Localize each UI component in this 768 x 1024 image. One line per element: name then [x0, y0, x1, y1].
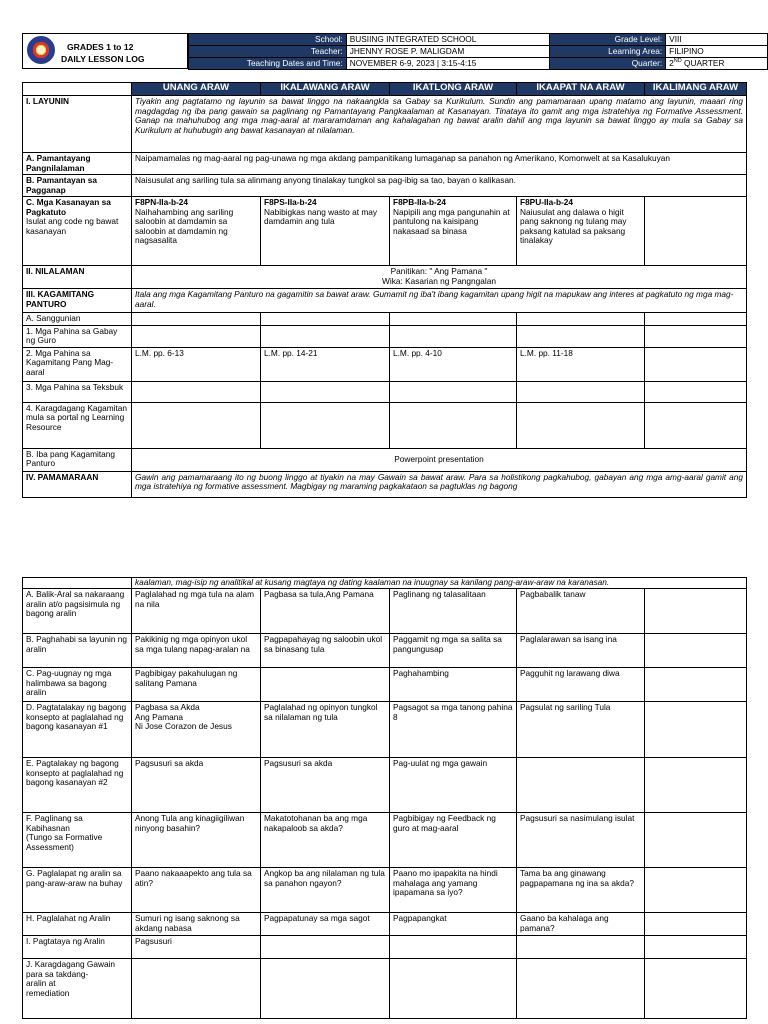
- cell: [517, 936, 645, 959]
- cell: Paglinang ng talasalitaan: [390, 589, 517, 634]
- karagdagang-kagamitan-label: 4. Karagdagang Kagamitan mula sa portal ng Learning Resource: [23, 402, 132, 448]
- lesson-plan-table-bottom: [22, 577, 747, 1019]
- header-info-table: [188, 33, 768, 70]
- row-label-karagdagang-gawain: J. Karagdagang Gawain para sa takdang- aralin at remediation: [23, 959, 132, 1019]
- cell: [390, 959, 517, 1019]
- cell: Paglalarawan sa isang ina: [517, 634, 645, 668]
- cell: Pagsusuri sa akda: [132, 758, 261, 813]
- skill-day-3: F8PB-IIa-b-24 Napipili ang mga pangunahin at pantulong na kaisipang nakasaad sa binasa: [390, 197, 517, 266]
- skill-day-2: F8PS-IIa-b-24 Nabibigkas nang wasto at may damdamin ang tula: [261, 197, 390, 266]
- cell: Gaano ba kahalaga ang pamana?: [517, 913, 645, 936]
- row-label-pag-uugnay: C. Pag-uugnay ng mga halimbawa sa bagong aralin: [23, 668, 132, 702]
- lesson-plan-table-top: [22, 82, 747, 498]
- table-row: [23, 702, 747, 758]
- powerpoint-text: Powerpoint presentation: [132, 448, 747, 471]
- iba-pang-kagamitan-label: B. Iba pang Kagamitang Panturo: [23, 448, 132, 471]
- pamantayan-pagganap-text: Naisusulat ang sariling tula sa alinmang anyong tinalakay tungkol sa pag-ibig sa tao, bayan o kalikasan.: [132, 175, 747, 197]
- cell: Paglalahad ng mga tula na alam na nila: [132, 589, 261, 634]
- cell: [645, 668, 747, 702]
- teksbuk-label: 3. Mga Pahina sa Teksbuk: [23, 381, 132, 402]
- lm-day-4: L.M. pp. 11-18: [517, 347, 645, 381]
- cell: Pagbasa sa tula,Ang Pamana: [261, 589, 390, 634]
- cell: [645, 634, 747, 668]
- cell: Angkop ba ang nilalaman ng tula sa panahon ngayon?: [261, 868, 390, 913]
- cell: Pagguhit ng larawang diwa: [517, 668, 645, 702]
- area-value: FILIPINO: [666, 46, 768, 58]
- cell: [517, 758, 645, 813]
- cell: Pag-uulat ng mga gawain: [390, 758, 517, 813]
- cell: [645, 813, 747, 868]
- cell: [645, 589, 747, 634]
- layunin-label: I. LAYUNIN: [23, 96, 132, 153]
- grade-label: Grade Level:: [550, 34, 666, 46]
- cell: Sumuri ng isang saknong sa akdang nabasa: [132, 913, 261, 936]
- cell: Makatotohanan ba ang mga nakapaloob sa akda?: [261, 813, 390, 868]
- school-label: School:: [189, 34, 347, 46]
- school-value: BUSIING INTEGRATED SCHOOL: [346, 34, 550, 46]
- cell: Pakikinig ng mga opinyon ukol sa mga tulang napag-aralan na: [132, 634, 261, 668]
- cell: [261, 959, 390, 1019]
- cell: Pagbibigay pakahulugan ng salitang Pamana: [132, 668, 261, 702]
- area-label: Learning Area:: [550, 46, 666, 58]
- day-header-row: [23, 83, 747, 96]
- kagamitang-panturo-text: Itala ang mga Kagamitang Panturo na gagamitin sa bawat araw. Gumamit ng iba't ibang kagamitan upang higit na mapukaw ang interes at pagkatuto ng mga mag-aaral.: [132, 289, 747, 313]
- cell: [517, 959, 645, 1019]
- table-row: [23, 868, 747, 913]
- cell: Pagbasa sa Akda Ang Pamana Ni Jose Corazon de Jesus: [132, 702, 261, 758]
- header-logo-box: [22, 33, 188, 69]
- day-1-header: UNANG ARAW: [132, 83, 261, 96]
- cell: [645, 936, 747, 959]
- layunin-text: Tiyakin ang pagtatamo ng layunin sa bawat linggo na nakaangkla sa Gabay sa Kurikulum. Sundin ang pamamaraan upang matamo ang layunin, maaari ring magdagdag ng iba pang gawain sa paglinang ng Pamantayang Pangkaalaman at Kasanayan. Tinataya ito gamit ang mga istratehiya ng Formative Assessment. Ganap na mahuhubog ang mga mag-aaral at mararamdaman ang kahalagahan ng bawat aralin dahil ang mga layunin sa bawat linggo ay mula sa Gabay sa Kurikulum at huhubugin ang bawat kasanayan at nilalaman.: [132, 96, 747, 153]
- cell: [645, 868, 747, 913]
- day-4-header: IKAAPAT NA ARAW: [517, 83, 645, 96]
- sanggunian-label: A. Sanggunian: [23, 313, 132, 326]
- cell: [645, 913, 747, 936]
- lm-day-1: L.M. pp. 6-13: [132, 347, 261, 381]
- pamantayan-pagganap-label: B. Pamantayan sa Pagganap: [23, 175, 132, 197]
- lm-day-3: L.M. pp. 4-10: [390, 347, 517, 381]
- grades-title: GRADES 1 to 12: [67, 42, 134, 52]
- lm-day-2: L.M. pp. 14-21: [261, 347, 390, 381]
- cell: Pagsagot sa mga tanong pahina 8: [390, 702, 517, 758]
- deped-seal-icon: [27, 36, 55, 64]
- table-row: [23, 668, 747, 702]
- day-5-header: IKALIMANG ARAW: [645, 83, 747, 96]
- day-3-header: IKATLONG ARAW: [390, 83, 517, 96]
- table-row: [23, 589, 747, 634]
- cell: Pagsusuri sa nasimulang isulat: [517, 813, 645, 868]
- row-label-pagtalakay-2: E. Pagtalakay ng bagong konsepto at paglalahad ng bagong kasanayan #2: [23, 758, 132, 813]
- grade-value: VIII: [666, 34, 768, 46]
- gabay-guro-label: 1. Mga Pahina sa Gabay ng Guro: [23, 325, 132, 347]
- pamamaraan-label: IV. PAMAMARAAN: [23, 471, 132, 497]
- cell: Pagbibigay ng Feedback ng guro at mag-aaral: [390, 813, 517, 868]
- dates-label: Teaching Dates and Time:: [189, 58, 347, 70]
- pamantayang-pangnilalaman-text: Naipamamalas ng mag-aaral ng pag-unawa ng mga akdang pampanitikang lumaganap sa panahon ng Amerikano, Komonwelt at sa Kasalukuyan: [132, 153, 747, 175]
- cell: Pagpapangkat: [390, 913, 517, 936]
- row-label-paglalapat: G. Paglalapat ng aralin sa pang-araw-araw na buhay: [23, 868, 132, 913]
- kasanayan-label-cell: C. Mga Kasanayan sa Pagkatuto Isulat ang code ng bawat kasanayan: [23, 197, 132, 266]
- row-label-paglalahat: H. Paglalahat ng Aralin: [23, 913, 132, 936]
- quarter-label: Quarter:: [550, 58, 666, 70]
- table-row: [23, 758, 747, 813]
- table-row: [23, 959, 747, 1019]
- cell: Pagsusuri: [132, 936, 261, 959]
- skill-day-1: F8PN-IIa-b-24 Naihahambing ang sariling saloobin at damdamin sa saloobin at damdamin ng nagsasalita: [132, 197, 261, 266]
- row-label-pagtatalakay-1: D. Pagtatalakay ng bagong konsepto at paglalahad ng bagong kasanayan #1: [23, 702, 132, 758]
- cell: Paano nakaaapekto ang tula sa atin?: [132, 868, 261, 913]
- cell: [261, 668, 390, 702]
- teacher-label: Teacher:: [189, 46, 347, 58]
- row-label-paghahabi: B. Paghahabi sa layunin ng aralin: [23, 634, 132, 668]
- table-row: [23, 813, 747, 868]
- cell: [132, 959, 261, 1019]
- cell: [645, 702, 747, 758]
- teacher-value: JHENNY ROSE P. MALIGDAM: [346, 46, 550, 58]
- pamantayang-pangnilalaman-label: A. Pamantayang Pangnilalaman: [23, 153, 132, 175]
- kagamitang-panturo-label: III. KAGAMITANG PANTURO: [23, 289, 132, 313]
- cell: Paglalahad ng opinyon tungkol sa nilalaman ng tula: [261, 702, 390, 758]
- cell: Tama ba ang ginawang pagpapamana ng ina sa akda?: [517, 868, 645, 913]
- row-label-paglinang: F. Paglinang sa Kabihasnan (Tungo sa Formative Assessment): [23, 813, 132, 868]
- pamamaraan-continued: kaalaman, mag-isip ng analitikal at kusang magtaya ng dating kaalaman na inuugnay sa kanilang pang-araw-araw na karanasan.: [132, 578, 747, 589]
- cell: Pagsusuri sa akda: [261, 758, 390, 813]
- kagamitang-pang-label: 2. Mga Pahina sa Kagamitang Pang Mag-aaral: [23, 347, 132, 381]
- dll-title: DAILY LESSON LOG: [61, 54, 145, 64]
- cell: Pagbabalik tanaw: [517, 589, 645, 634]
- skill-day-4: F8PU-IIa-b-24 Naiusulat ang dalawa o higit pang saknong ng tulang may paksang katulad sa paksang tinalakay: [517, 197, 645, 266]
- table-row: [23, 936, 747, 959]
- cell: Paghahambing: [390, 668, 517, 702]
- pamamaraan-text: Gawin ang pamamaraang ito ng buong linggo at tiyakin na may Gawain sa bawat araw. Para sa holistikong pagkahubog, gabayan ang mga amg-aaral gamit ang mga istratehiya ng formative assessment. Magbigay ng maraming pagkakataon sa pagtuklas ng bagong: [132, 471, 747, 497]
- quarter-value: 2ND QUARTER: [666, 58, 768, 70]
- cell: [390, 936, 517, 959]
- cell: Pagpapatunay sa mga sagot: [261, 913, 390, 936]
- row-label-balik-aral: A. Balik-Aral sa nakaraang aralin at/o pagsisimula ng bagong aralin: [23, 589, 132, 634]
- cell: Paano mo ipapakita na hindi mahalaga ang yamang ipapamana sa iyo?: [390, 868, 517, 913]
- cell: Paggamit ng mga sa salita sa pangungusap: [390, 634, 517, 668]
- row-label-pagtataya: I. Pagtataya ng Aralin: [23, 936, 132, 959]
- cell: [645, 959, 747, 1019]
- skill-day-5: [645, 197, 747, 266]
- table-row: [23, 913, 747, 936]
- nilalaman-text: Panitikan: " Ang Pamana " Wika: Kasarian ng Pangngalan: [132, 266, 747, 289]
- table-row: [23, 634, 747, 668]
- nilalaman-label: II. NILALAMAN: [23, 266, 132, 289]
- cell: Anong Tula ang kinagiigiliwan ninyong basahin?: [132, 813, 261, 868]
- day-2-header: IKALAWANG ARAW: [261, 83, 390, 96]
- dates-value: NOVEMBER 6-9, 2023 | 3:15-4:15: [346, 58, 550, 70]
- cell: [645, 758, 747, 813]
- cell: [261, 936, 390, 959]
- cell: Pagpapahayag ng saloobin ukol sa binasang tula: [261, 634, 390, 668]
- cell: Pagsulat ng sariling Tula: [517, 702, 645, 758]
